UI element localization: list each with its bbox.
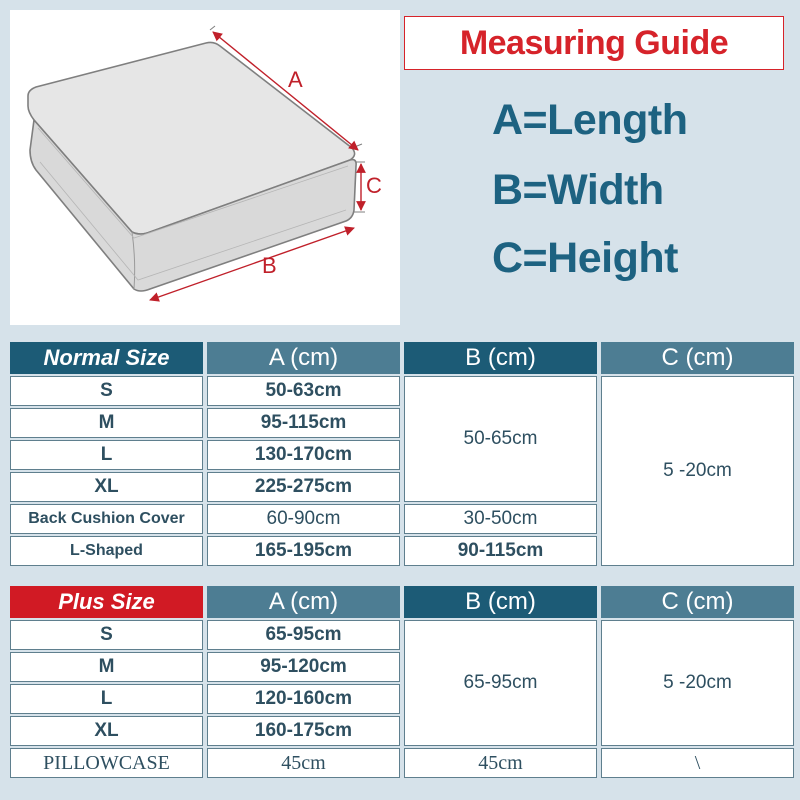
definition-width: B=Width [492,166,664,214]
header-c-cm: C (cm) [601,586,794,618]
length-cell: 95-120cm [207,652,400,682]
width-cell: 45cm [404,748,597,778]
label-b: B [262,253,277,278]
size-cell: L [10,440,203,470]
size-cell: PILLOWCASE [10,748,203,778]
length-cell: 60-90cm [207,504,400,534]
size-cell: Back Cushion Cover [10,504,203,534]
size-cell: XL [10,716,203,746]
label-c: C [366,173,382,198]
plus-size-table [10,586,794,778]
header-a-cm: A (cm) [207,342,400,374]
definition-length: A=Length [492,96,688,144]
length-cell: 65-95cm [207,620,400,650]
length-cell: 120-160cm [207,684,400,714]
length-cell: 225-275cm [207,472,400,502]
header-c-cm: C (cm) [601,342,794,374]
cushion-drawing [10,10,400,325]
size-cell: M [10,408,203,438]
measuring-guide-title: Measuring Guide [404,16,784,70]
width-cell: 30-50cm [404,504,597,534]
header-normal-size: Normal Size [10,342,203,374]
header-b-cm: B (cm) [404,586,597,618]
length-cell: 130-170cm [207,440,400,470]
header-plus-size: Plus Size [10,586,203,618]
length-cell: 45cm [207,748,400,778]
size-cell: XL [10,472,203,502]
shared-width-cell: 50-65cm [404,376,597,502]
header-b-cm: B (cm) [404,342,597,374]
definition-height: C=Height [492,234,678,282]
header-a-cm: A (cm) [207,586,400,618]
size-cell: S [10,376,203,406]
length-cell: 50-63cm [207,376,400,406]
length-cell: 95-115cm [207,408,400,438]
shared-width-cell: 65-95cm [404,620,597,746]
width-cell: 90-115cm [404,536,597,566]
shared-height-cell: 5 -20cm [601,376,794,566]
size-cell: M [10,652,203,682]
label-a: A [288,67,303,92]
length-cell: 165-195cm [207,536,400,566]
size-cell: S [10,620,203,650]
shared-height-cell: 5 -20cm [601,620,794,746]
length-cell: 160-175cm [207,716,400,746]
size-cell: L-Shaped [10,536,203,566]
cushion-diagram [10,10,400,325]
normal-size-table [10,342,794,566]
size-cell: L [10,684,203,714]
height-cell: \ [601,748,794,778]
